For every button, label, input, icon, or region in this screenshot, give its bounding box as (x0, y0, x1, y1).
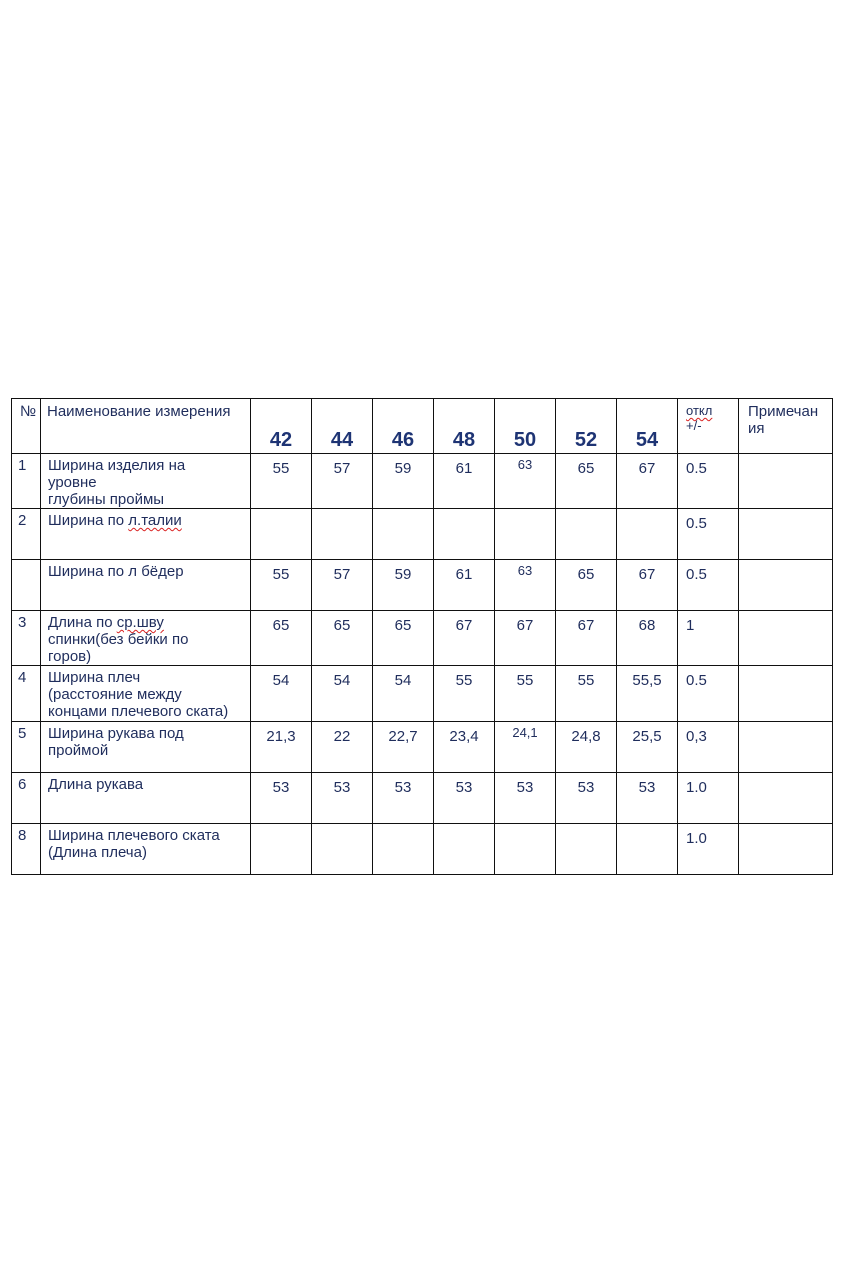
row-name (41, 824, 251, 875)
value-cell: 57 (312, 560, 373, 611)
tolerance-cell: 0,3 (678, 722, 739, 773)
row-name (41, 454, 251, 509)
value-cell: 68 (617, 611, 678, 666)
table-row (12, 773, 833, 824)
value-cell: 53 (617, 773, 678, 824)
value-cell: 22,7 (373, 722, 434, 773)
value-cell (495, 509, 556, 560)
value-cell: 53 (251, 773, 312, 824)
row-name-line: уровне (48, 474, 97, 491)
value-cell: 55 (434, 666, 495, 722)
value-cell: 54 (373, 666, 434, 722)
row-name-part-misspelled: ср.шву (116, 614, 164, 631)
value-cell: 22 (312, 722, 373, 773)
table-row (12, 666, 833, 722)
value-cell: 63 (495, 454, 556, 509)
value-cell: 65 (556, 454, 617, 509)
row-num: 4 (12, 666, 41, 722)
value-cell: 54 (312, 666, 373, 722)
header-notes (739, 399, 833, 454)
header-size-52: 52 (556, 399, 617, 454)
value-cell: 59 (373, 454, 434, 509)
header-tolerance (678, 399, 739, 454)
row-name-line: концами плечевого ската) (48, 703, 229, 720)
header-tolerance-label: откл (686, 403, 713, 418)
value-cell: 59 (373, 560, 434, 611)
table-row (12, 509, 833, 560)
value-cell: 65 (312, 611, 373, 666)
header-size-46: 46 (373, 399, 434, 454)
table-row (12, 454, 833, 509)
header-name: Наименование измерения (41, 399, 251, 454)
value-cell (617, 824, 678, 875)
value-cell: 65 (556, 560, 617, 611)
value-cell: 63 (495, 560, 556, 611)
value-cell: 61 (434, 454, 495, 509)
header-notes-line1: Примечан (748, 403, 819, 420)
value-cell: 67 (617, 454, 678, 509)
row-name-part: Длина по (48, 614, 117, 631)
value-cell: 67 (617, 560, 678, 611)
row-num: 2 (12, 509, 41, 560)
value-cell: 25,5 (617, 722, 678, 773)
row-name-line: (Длина плеча) (48, 844, 147, 861)
row-name (41, 666, 251, 722)
table-row (12, 824, 833, 875)
row-name-line: Ширина по л бёдер (48, 563, 184, 580)
table-row (12, 722, 833, 773)
row-num: 5 (12, 722, 41, 773)
value-cell: 67 (434, 611, 495, 666)
value-cell: 21,3 (251, 722, 312, 773)
row-name (41, 722, 251, 773)
row-name-line: спинки(без бейки по (48, 631, 189, 648)
notes-cell (739, 773, 833, 824)
header-size-50: 50 (495, 399, 556, 454)
row-name-line: (расстояние между (48, 686, 182, 703)
row-name (41, 509, 251, 560)
table-header-row (12, 399, 833, 454)
value-cell: 67 (556, 611, 617, 666)
value-cell: 24,1 (495, 722, 556, 773)
value-cell (556, 509, 617, 560)
value-cell (251, 824, 312, 875)
value-cell: 53 (312, 773, 373, 824)
row-name-line: Ширина рукава под (48, 725, 184, 742)
value-cell (495, 824, 556, 875)
value-cell: 55 (495, 666, 556, 722)
value-cell (312, 824, 373, 875)
value-cell: 23,4 (434, 722, 495, 773)
notes-cell (739, 509, 833, 560)
row-name-line: Ширина плеч (48, 669, 141, 686)
tolerance-cell: 0.5 (678, 454, 739, 509)
table-row (12, 560, 833, 611)
value-cell: 65 (373, 611, 434, 666)
row-num: 8 (12, 824, 41, 875)
row-name-line: горов) (48, 648, 92, 665)
value-cell (373, 824, 434, 875)
row-name (41, 611, 251, 666)
header-size-42: 42 (251, 399, 312, 454)
header-notes-line2: ия (748, 420, 765, 437)
tolerance-cell: 1.0 (678, 773, 739, 824)
row-num: 6 (12, 773, 41, 824)
tolerance-cell: 0.5 (678, 560, 739, 611)
value-cell (434, 509, 495, 560)
row-name-line: Ширина изделия на (48, 457, 186, 474)
notes-cell (739, 722, 833, 773)
value-cell (434, 824, 495, 875)
tolerance-cell: 0.5 (678, 666, 739, 722)
row-name-line: проймой (48, 742, 109, 759)
value-cell: 54 (251, 666, 312, 722)
value-cell: 55 (251, 560, 312, 611)
value-cell (617, 509, 678, 560)
value-cell: 24,8 (556, 722, 617, 773)
measurement-table (11, 398, 833, 875)
value-cell: 53 (495, 773, 556, 824)
value-cell: 65 (251, 611, 312, 666)
value-cell: 61 (434, 560, 495, 611)
row-num: 3 (12, 611, 41, 666)
row-name-part-misspelled: л.талии (128, 512, 182, 529)
row-name-line: Длина рукава (48, 776, 144, 793)
notes-cell (739, 824, 833, 875)
notes-cell (739, 611, 833, 666)
tolerance-cell: 1.0 (678, 824, 739, 875)
header-size-44: 44 (312, 399, 373, 454)
value-cell: 55 (251, 454, 312, 509)
row-name-line (48, 614, 248, 631)
value-cell: 53 (434, 773, 495, 824)
value-cell (556, 824, 617, 875)
notes-cell (739, 454, 833, 509)
row-name (41, 773, 251, 824)
tolerance-cell: 1 (678, 611, 739, 666)
row-num: 1 (12, 454, 41, 509)
value-cell: 55 (556, 666, 617, 722)
tolerance-cell: 0.5 (678, 509, 739, 560)
value-cell: 57 (312, 454, 373, 509)
value-cell (312, 509, 373, 560)
value-cell: 53 (373, 773, 434, 824)
value-cell (373, 509, 434, 560)
header-num: № (12, 399, 41, 454)
row-num (12, 560, 41, 611)
value-cell: 67 (495, 611, 556, 666)
row-name (41, 560, 251, 611)
notes-cell (739, 666, 833, 722)
table-row (12, 611, 833, 666)
row-name-line: Ширина плечевого ската (48, 827, 220, 844)
header-size-48: 48 (434, 399, 495, 454)
value-cell: 55,5 (617, 666, 678, 722)
notes-cell (739, 560, 833, 611)
value-cell (251, 509, 312, 560)
row-name-part: Ширина по (48, 512, 129, 529)
row-name-line: глубины проймы (48, 491, 165, 508)
header-tolerance-sign: +/- (686, 418, 702, 433)
value-cell: 53 (556, 773, 617, 824)
header-size-54: 54 (617, 399, 678, 454)
